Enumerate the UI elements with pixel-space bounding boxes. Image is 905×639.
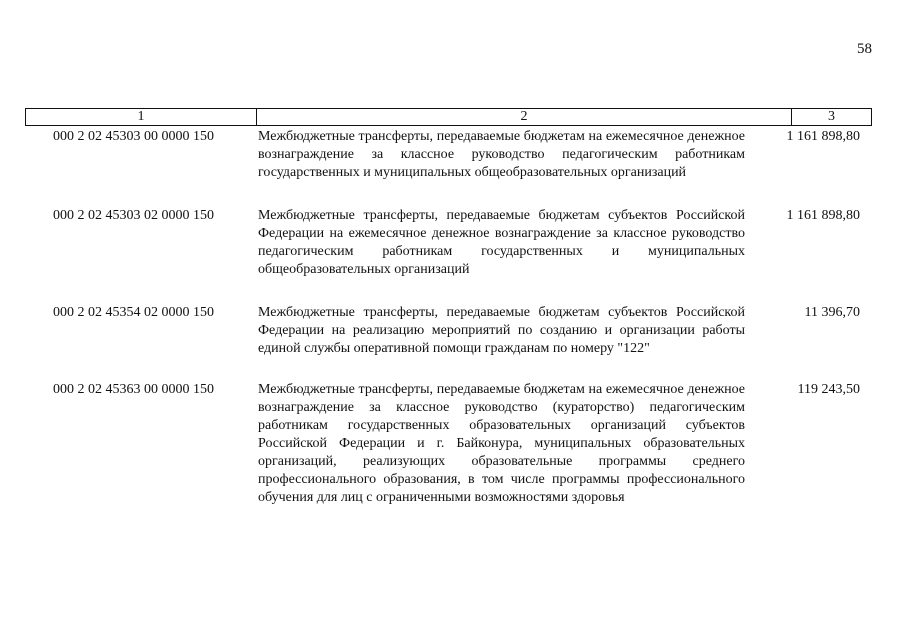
header-col-1: 1 [26,109,257,125]
budget-code: 000 2 02 45354 02 0000 150 [53,305,214,320]
table-header [25,108,872,126]
row-amount: 1 161 898,80 [786,129,860,144]
header-col-2: 2 [257,109,792,125]
row-description: Межбюджетные трансферты, передаваемые бюджетам на ежемесячное денежное вознаграждение за классное руководство (кураторство) педагогическим работникам государственных образовательных организаций субъектов Российской Федерации и г. Байконура, муниципальных образовательных организаций, реализующих образовательные программы среднего профессионального образования, в том числе программы профессионального обучения для лиц с ограниченными возможностями здоровья [258,382,745,505]
budget-code: 000 2 02 45303 00 0000 150 [53,129,214,144]
row-description: Межбюджетные трансферты, передаваемые бюджетам субъектов Российской Федерации на ежемесячное денежное вознаграждение за классное руководство педагогическим работникам государственных и муниципальных общеобразовательных организаций [258,208,745,277]
budget-code: 000 2 02 45303 02 0000 150 [53,208,214,223]
row-description: Межбюджетные трансферты, передаваемые бюджетам на ежемесячное денежное вознаграждение за классное руководство педагогическим работникам государственных и муниципальных общеобразовательных организаций [258,129,745,180]
page-number: 58 [857,41,872,57]
row-amount: 11 396,70 [804,305,860,320]
row-amount: 1 161 898,80 [786,208,860,223]
header-col-3: 3 [828,109,835,124]
row-description: Межбюджетные трансферты, передаваемые бюджетам субъектов Российской Федерации на реализацию мероприятий по созданию и организации работы единой службы оперативной помощи гражданам по номеру "122" [258,305,745,356]
row-amount: 119 243,50 [797,382,860,397]
budget-code: 000 2 02 45363 00 0000 150 [53,382,214,397]
